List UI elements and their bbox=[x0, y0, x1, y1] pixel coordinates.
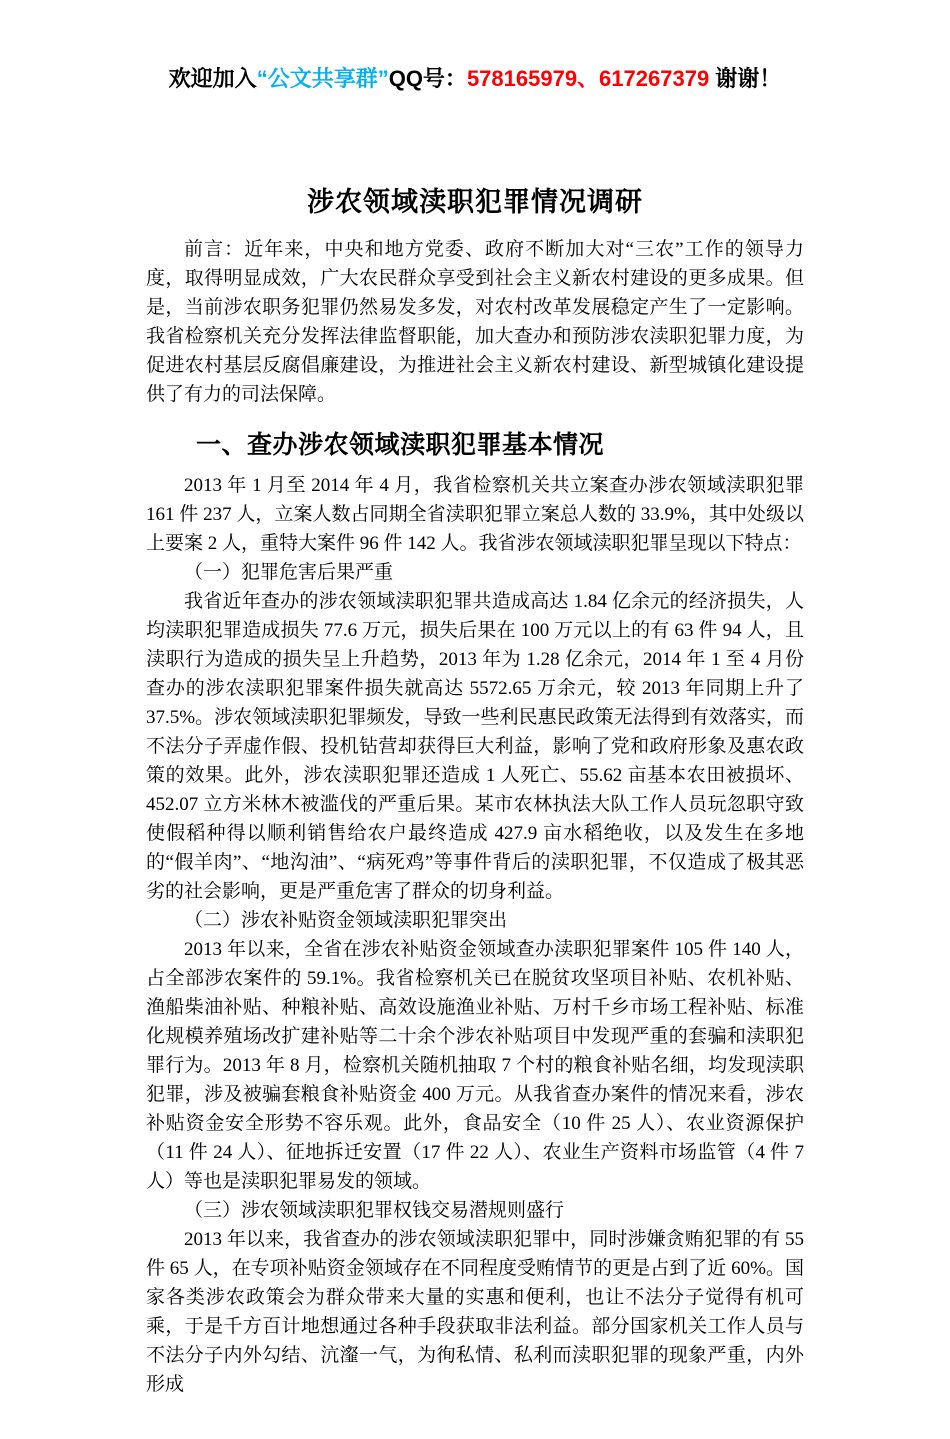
banner-qq-label: QQ号： bbox=[388, 66, 467, 91]
subsection-1-body-paragraph: 我省近年查办的涉农领域渎职犯罪共造成高达 1.84 亿余元的经济损失，人均渎职犯罪造成损失 77.6 万元，损失后果在 100 万元以上的有 63 件 94 人，且渎职行为造成的损失呈上升趋势，2013 年为 1.28 亿余元，2014 年 1 至 4 月份查办的涉农渎职犯罪案件损失就高达 5572.65 万余元，较 2013 年同期上升了 37.5%。涉农领域渎职犯罪频发，导致一些利民惠民政策无法得到有效落实，而不法分子弄虚作假、投机钻营却获得巨大利益，影响了党和政府形象及惠农政策的效果。此外，涉农渎职犯罪还造成 1 人死亡、55.62 亩基本农田被损坏、452.07 立方米林木被滥伐的严重后果。某市农林执法大队工作人员玩忽职守致使假稻种得以顺利销售给农户最终造成 427.9 亩水稻绝收，以及发生在多地的“假羊肉”、“地沟油”、“病死鸡”等事件背后的渎职犯罪，不仅造成了极其恶劣的社会影响，更是严重危害了群众的切身利益。 bbox=[146, 591, 804, 902]
section-1-intro-paragraph: 2013 年 1 月至 2014 年 4 月，我省检察机关共立案查办涉农领域渎职犯罪 161 件 237 人，立案人数占同期全省渎职犯罪立案总人数的 33.9%，其中处级以上要案 2 人，重特大案件 96 件 142 人。我省涉农领域渎职犯罪呈现以下特点： bbox=[146, 475, 804, 554]
subsection-1-heading: （一）犯罪危害后果严重 bbox=[184, 562, 394, 583]
subsection-3-body-paragraph: 2013 年以来，我省查办的涉农领域渎职犯罪中，同时涉嫌贪贿犯罪的有 55 件 65 人，在专项补贴资金领域存在不同程度受贿情节的更是占到了近 60%。国家各类涉农政策会为群众带来大量的实惠和便利，也让不法分子觉得有机可乘，于是千方百计地想通过各种手段获取非法利益。部分国家机关工作人员与不法分子内外勾结、沆瀣一气，为徇私情、私利而渎职犯罪的现象严重，内外形成 bbox=[146, 1229, 804, 1395]
banner-thanks-text: 谢谢！ bbox=[709, 66, 782, 91]
preface-paragraph: 前言：近年来，中央和地方党委、政府不断加大对“三农”工作的领导力度，取得明显成效，广大农民群众享受到社会主义新农村建设的更多成果。但是，当前涉农职务犯罪仍然易发多发，对农村改革发展稳定产生了一定影响。我省检察机关充分发挥法律监督职能，加大查办和预防涉农渎职犯罪力度，为促进农村基层反腐倡廉建设，为推进社会主义新农村建设、新型城镇化建设提供了有力的司法保障。 bbox=[146, 239, 804, 405]
subsection-2-heading: （二）涉农补贴资金领域渎职犯罪突出 bbox=[184, 910, 508, 931]
share-group-banner bbox=[146, 64, 804, 94]
banner-qq-numbers: 578165979、617267379 bbox=[466, 66, 710, 91]
section-1-heading: 一、查办涉农领域渎职犯罪基本情况 bbox=[196, 431, 605, 459]
subsection-3-heading: （三）涉农领域渎职犯罪权钱交易潜规则盛行 bbox=[184, 1200, 565, 1221]
banner-welcome-text: 欢迎加入 bbox=[168, 66, 257, 91]
banner-group-name: “公文共享群” bbox=[256, 66, 389, 91]
document-title: 涉农领域渎职犯罪情况调研 bbox=[307, 187, 643, 217]
subsection-2-body-paragraph: 2013 年以来，全省在涉农补贴资金领域查办渎职犯罪案件 105 件 140 人，占全部涉农案件的 59.1%。我省检察机关已在脱贫攻坚项目补贴、农机补贴、渔船柴油补贴、种粮补贴、高效设施渔业补贴、万村千乡市场工程补贴、标准化规模养殖场改扩建补贴等二十余个涉农补贴项目中发现严重的套骗和渎职犯罪行为。2013 年 8 月，检察机关随机抽取 7 个村的粮食补贴名细，均发现渎职犯罪，涉及被骗套粮食补贴资金 400 万元。从我省查办案件的情况来看，涉农补贴资金安全形势不容乐观。此外，食品安全（10 件 25 人）、农业资源保护（11 件 24 人）、征地拆迁安置（17 件 22 人）、农业生产资料市场监管（4 件 7 人）等也是渎职犯罪易发的领域。 bbox=[146, 939, 804, 1192]
